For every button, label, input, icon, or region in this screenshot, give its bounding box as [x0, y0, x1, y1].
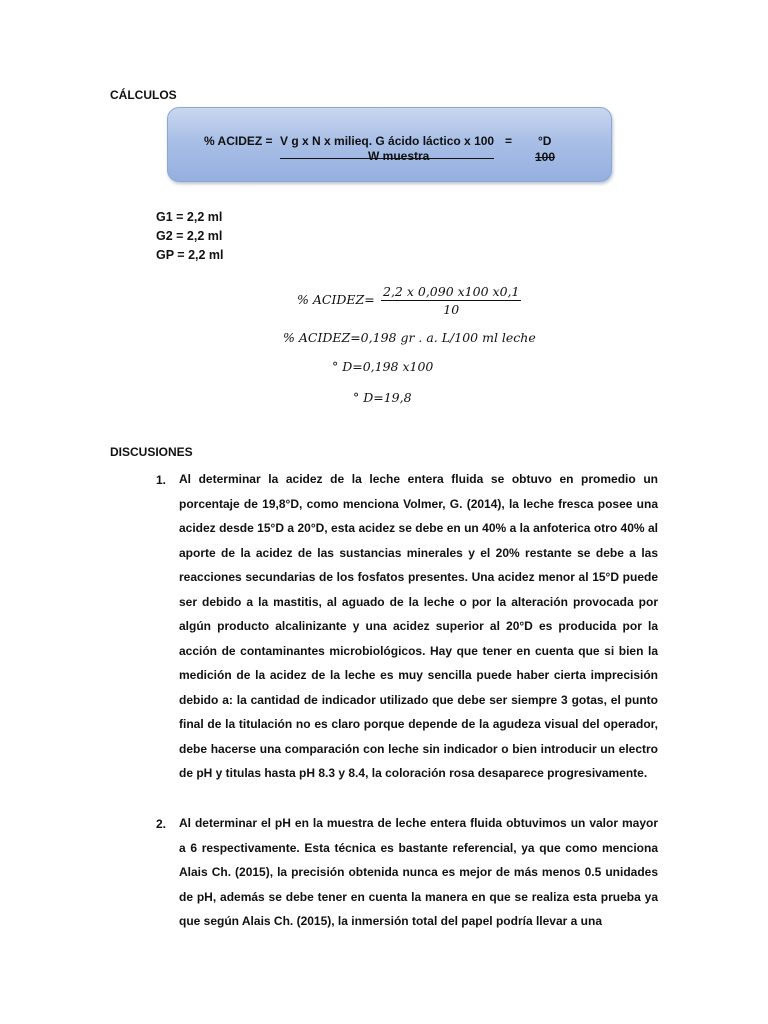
measurement-g2: G2 = 2,2 ml — [156, 229, 223, 243]
acidity-formula-box — [167, 107, 612, 182]
equation-3: ° D=0,198 x100 — [332, 359, 434, 374]
equation-1-numerator: 2,2 x 0,090 x100 x0,1 — [383, 284, 520, 299]
measurement-gp: GP = 2,2 ml — [156, 248, 224, 262]
discussion-item-2-number: 2. — [156, 817, 167, 831]
equation-2: % ACIDEZ=0,198 gr . a. L/100 ml leche — [283, 330, 536, 345]
equation-4: ° D=19,8 — [353, 390, 412, 405]
formula-denominator: W muestra — [368, 149, 430, 163]
formula-equals: = — [505, 134, 513, 148]
equation-1-denominator: 10 — [443, 302, 460, 317]
equation-1-fraction — [381, 284, 521, 317]
formula-unit-top: °D — [538, 134, 552, 148]
measurement-g1: G1 = 2,2 ml — [156, 210, 223, 224]
equation-1-left: % ACIDEZ= — [297, 292, 375, 307]
discussion-item-1-text: Al determinar la acidez de la leche entera fluida se obtuvo en promedio un porcentaje de 19,8°D, como menciona Volmer, G. (2014), la leche fresca posee una acidez desde 15°D a 20°D, esta acidez se debe en un 40% a la anfoterica otro 40% al aporte de la acidez de las sustancias minerales y el 20% restante se debe a las reacciones secundarias de los fosfatos presentes. Una acidez menor al 15°D puede ser debido a la mastitis, al aguado de la leche o por la alteración provocada por algún producto alcalinizante y una acidez superior al 20°D es producida por la acción de contaminantes microbiológicos. Hay que tener en cuenta que si bien la medición de la acidez de la leche es muy sencilla puede haber cierta imprecisión debido a: la cantidad de indicador utilizado que debe ser siempre 3 gotas, el punto final de la titulación no es claro porque depende de la agudeza visual del operador, debe hacerse una comparación con leche sin indicador o bien introducir un electro de pH y titulas hasta pH 8.3 y 8.4, la coloración rosa desaparece progresivamente. — [179, 472, 658, 780]
discussion-item-2-text: Al determinar el pH en la muestra de leche entera fluida obtuvimos un valor mayor a 6 respectivamente. Esta técnica es bastante referencial, ya que como menciona Alais Ch. (2015), la precisión obtenida nunca es mejor de más menos 0.5 unidades de pH, además se debe tener en cuenta la manera en que se realiza esta prueba ya que según Alais Ch. (2015), la inmersión total del papel podría llevar a una — [179, 816, 658, 928]
heading-calculos: CÁLCULOS — [110, 88, 177, 102]
discussion-item-1-number: 1. — [156, 473, 167, 487]
formula-left-label: % ACIDEZ = — [204, 134, 273, 148]
formula-numerator: V g x N x milieq. G ácido láctico x 100 — [280, 134, 495, 148]
heading-discusiones: DISCUSIONES — [110, 445, 193, 459]
formula-unit-bottom: 100 — [535, 150, 556, 164]
